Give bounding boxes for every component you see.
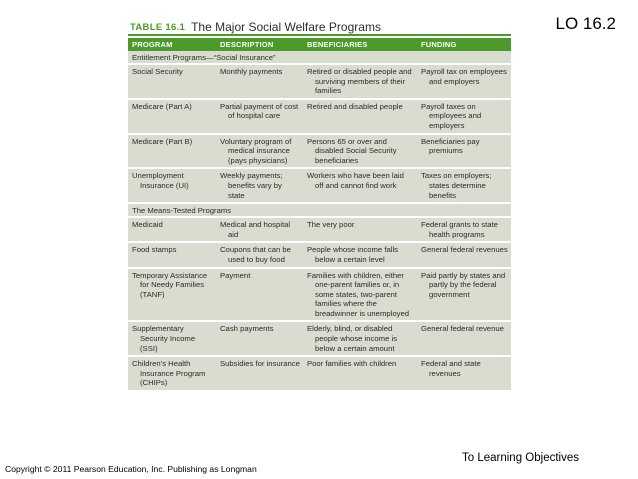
section-row-entitlement [128, 51, 511, 64]
description-cell: Subsidies for insurance [216, 356, 303, 391]
header-funding: FUNDING [417, 38, 511, 51]
beneficiaries-cell: Elderly, blind, or disabled people whose income is below a certain amount [303, 321, 417, 356]
funding-cell: General federal revenues [417, 242, 511, 267]
header-description: DESCRIPTION [216, 38, 303, 51]
table-row [128, 242, 511, 267]
table-title: The Major Social Welfare Programs [191, 20, 381, 34]
program-cell: Social Security [128, 64, 216, 99]
section-heading-entitlement: Entitlement Programs—“Social Insurance” [128, 51, 511, 64]
program-cell: Medicare (Part A) [128, 99, 216, 134]
description-cell: Weekly payments; benefits vary by state [216, 168, 303, 203]
welfare-programs-table [128, 38, 511, 392]
funding-cell: General federal revenue [417, 321, 511, 356]
program-cell: Food stamps [128, 242, 216, 267]
program-cell: Supplementary Security Income (SSI) [128, 321, 216, 356]
funding-cell: Federal and state revenues [417, 356, 511, 391]
funding-cell: Payroll taxes on employees and employers [417, 99, 511, 134]
welfare-programs-table-figure [128, 15, 511, 392]
beneficiaries-cell: Families with children, either one-parent families or, in some states, two-parent families where the breadwinner is unemployed [303, 268, 417, 322]
learning-objective-label: LO 16.2 [555, 14, 616, 33]
program-cell: Unemployment Insurance (UI) [128, 168, 216, 203]
table-row [128, 99, 511, 134]
section-row-means-tested [128, 203, 511, 217]
beneficiaries-cell: Workers who have been laid off and cannot find work [303, 168, 417, 203]
header-program: PROGRAM [128, 38, 216, 51]
beneficiaries-cell: The very poor [303, 217, 417, 242]
description-cell: Cash payments [216, 321, 303, 356]
table-header-row [128, 38, 511, 51]
beneficiaries-cell: Poor families with children [303, 356, 417, 391]
table-row [128, 134, 511, 169]
section-heading-means-tested: The Means-Tested Programs [128, 203, 511, 217]
table-row [128, 64, 511, 99]
program-cell: Medicare (Part B) [128, 134, 216, 169]
beneficiaries-cell: Retired and disabled people [303, 99, 417, 134]
description-cell: Partial payment of cost of hospital care [216, 99, 303, 134]
beneficiaries-cell: Persons 65 or over and disabled Social Security beneficiaries [303, 134, 417, 169]
learning-objectives-link[interactable]: To Learning Objectives [462, 452, 579, 464]
description-cell: Coupons that can be used to buy food [216, 242, 303, 267]
table-row [128, 356, 511, 391]
table-row [128, 217, 511, 242]
funding-cell: Paid partly by states and partly by the federal government [417, 268, 511, 322]
funding-cell: Taxes on employers; states determine benefits [417, 168, 511, 203]
funding-cell: Payroll tax on employees and employers [417, 64, 511, 99]
beneficiaries-cell: Retired or disabled people and surviving members of their families [303, 64, 417, 99]
description-cell: Payment [216, 268, 303, 322]
beneficiaries-cell: People whose income falls below a certain level [303, 242, 417, 267]
funding-cell: Federal grants to state health programs [417, 217, 511, 242]
copyright-notice: Copyright © 2011 Pearson Education, Inc. Publishing as Longman [5, 464, 257, 474]
table-title-bar [128, 15, 511, 36]
funding-cell: Beneficiaries pay premiums [417, 134, 511, 169]
table-row [128, 168, 511, 203]
program-cell: Temporary Assistance for Needy Families (TANF) [128, 268, 216, 322]
table-row [128, 321, 511, 356]
program-cell: Medicaid [128, 217, 216, 242]
description-cell: Monthly payments [216, 64, 303, 99]
table-row [128, 268, 511, 322]
program-cell: Children’s Health Insurance Program (CHIPs) [128, 356, 216, 391]
description-cell: Voluntary program of medical insurance (pays physicians) [216, 134, 303, 169]
table-number: TABLE 16.1 [130, 22, 186, 33]
description-cell: Medical and hospital aid [216, 217, 303, 242]
header-beneficiaries: BENEFICIARIES [303, 38, 417, 51]
